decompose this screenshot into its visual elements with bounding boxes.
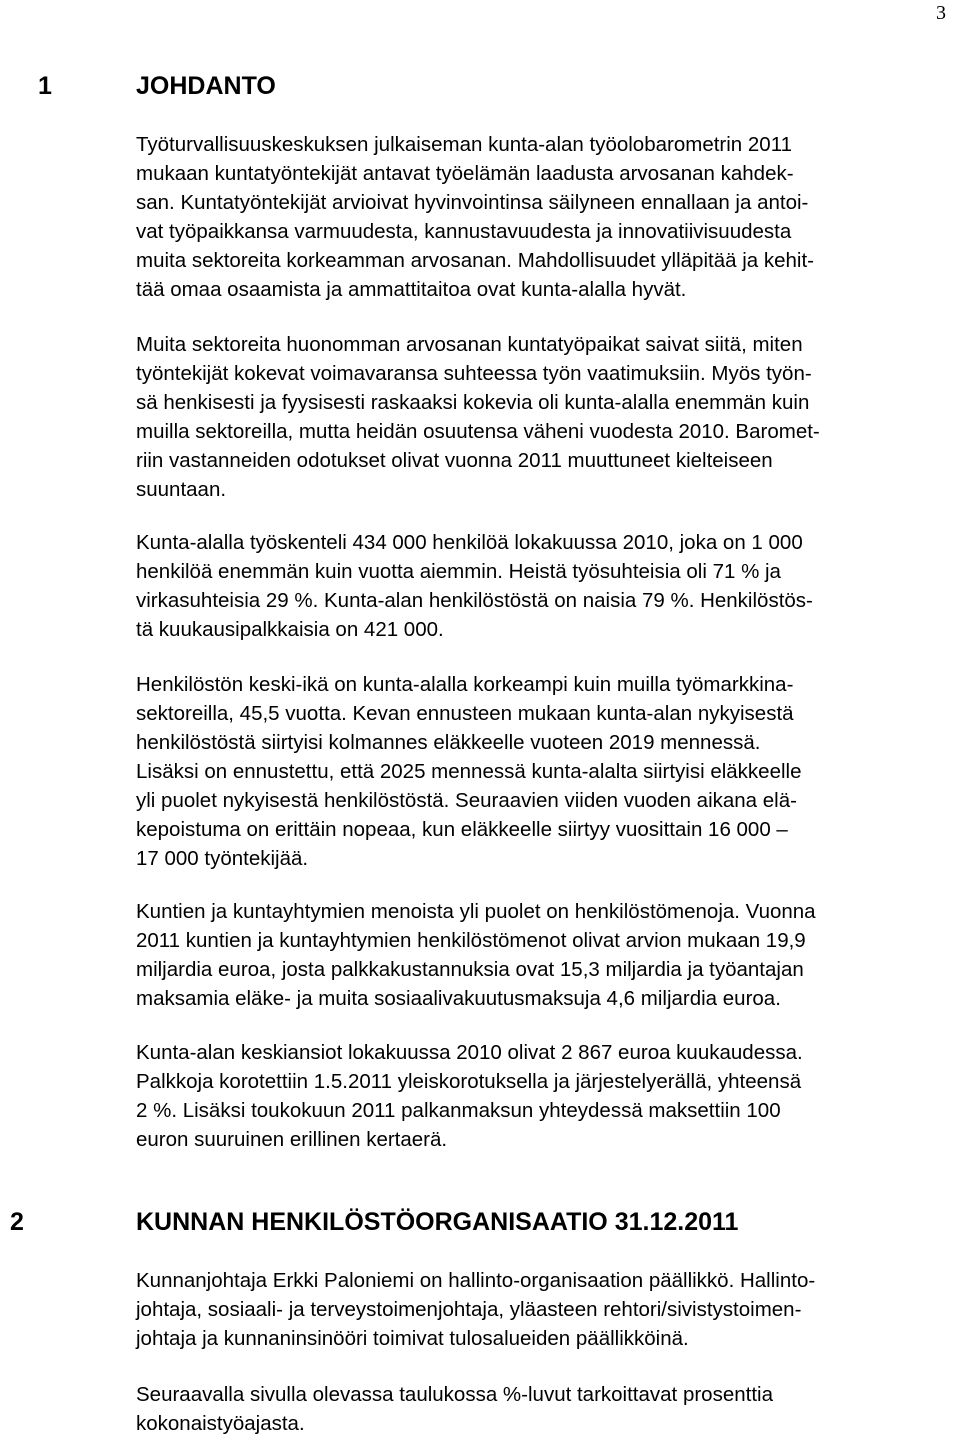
text-line: miljardia euroa, josta palkkakustannuksia ovat 15,3 miljardia ja työantajan xyxy=(136,958,804,981)
text-line: Kunta-alalla työskenteli 434 000 henkilöä lokakuussa 2010, joka on 1 000 xyxy=(136,531,803,554)
text-line: kokonaistyöajasta. xyxy=(136,1412,305,1435)
paragraph xyxy=(136,528,936,644)
text-line: Kunta-alan keskiansiot lokakuussa 2010 olivat 2 867 euroa kuukaudessa. xyxy=(136,1041,803,1064)
text-line: yli puolet nykyisestä henkilöstöstä. Seuraavien viiden vuoden aikana elä- xyxy=(136,789,797,812)
text-line: mukaan kuntatyöntekijät antavat työelämän laadusta arvosanan kahdek- xyxy=(136,162,794,185)
paragraph xyxy=(136,330,936,504)
paragraph xyxy=(136,1038,936,1154)
paragraph xyxy=(136,897,936,1013)
text-line: henkilöä enemmän kuin vuotta aiemmin. Heistä työsuhteisia oli 71 % ja xyxy=(136,560,781,583)
text-line: euron suuruinen erillinen kertaerä. xyxy=(136,1128,448,1151)
text-line: Kuntien ja kuntayhtymien menoista yli puolet on henkilöstömenoja. Vuonna xyxy=(136,900,816,923)
text-line: Henkilöstön keski-ikä on kunta-alalla korkeampi kuin muilla työmarkkina- xyxy=(136,673,794,696)
text-line: virkasuhteisia 29 %. Kunta-alan henkilöstöstä on naisia 79 %. Henkilöstös- xyxy=(136,589,813,612)
section-number: 1 xyxy=(38,72,52,100)
paragraph xyxy=(136,670,936,873)
paragraph xyxy=(136,130,936,304)
text-line: 2011 kuntien ja kuntayhtymien henkilöstömenot olivat arvion mukaan 19,9 xyxy=(136,929,806,952)
text-line: suuntaan. xyxy=(136,478,227,501)
section-title: JOHDANTO xyxy=(136,72,276,100)
text-line: Seuraavalla sivulla olevassa taulukossa %-luvut tarkoittavat prosenttia xyxy=(136,1383,773,1406)
text-line: san. Kuntatyöntekijät arvioivat hyvinvointinsa säilyneen ennallaan ja antoi- xyxy=(136,191,809,214)
text-line: Palkkoja korotettiin 1.5.2011 yleiskorotuksella ja järjestelyerällä, yhteensä xyxy=(136,1070,802,1093)
text-line: muita sektoreita korkeamman arvosanan. Mahdollisuudet ylläpitää ja kehit- xyxy=(136,249,814,272)
text-line: riin vastanneiden odotukset olivat vuonna 2011 muuttuneet kielteiseen xyxy=(136,449,773,472)
text-line: Työturvallisuuskeskuksen julkaiseman kunta-alan työolobarometrin 2011 xyxy=(136,133,792,156)
text-line: Kunnanjohtaja Erkki Paloniemi on hallinto-organisaation päällikkö. Hallinto- xyxy=(136,1269,816,1292)
text-line: vat työpaikkansa varmuudesta, kannustavuudesta ja innovatiivisuudesta xyxy=(136,220,792,243)
text-line: työntekijät kokevat voimavaransa suhteessa työn vaatimuksiin. Myös työn- xyxy=(136,362,812,385)
paragraph xyxy=(136,1266,936,1353)
text-line: henkilöstöstä siirtyisi kolmannes eläkkeelle vuoteen 2019 mennessä. xyxy=(136,731,761,754)
text-line: sektoreilla, 45,5 vuotta. Kevan ennusteen mukaan kunta-alan nykyisestä xyxy=(136,702,794,725)
text-line: tä kuukausipalkkaisia on 421 000. xyxy=(136,618,444,641)
text-line: sä henkisesti ja fyysisesti raskaaksi kokevia oli kunta-alalla enemmän kuin xyxy=(136,391,810,414)
section-title: KUNNAN HENKILÖSTÖORGANISAATIO 31.12.2011 xyxy=(136,1208,739,1236)
page-number: 3 xyxy=(936,2,946,24)
text-line: maksamia eläke- ja muita sosiaalivakuutusmaksuja 4,6 miljardia euroa. xyxy=(136,987,781,1010)
text-line: muilla sektoreilla, mutta heidän osuutensa väheni vuodesta 2010. Baromet- xyxy=(136,420,820,443)
text-line: Lisäksi on ennustettu, että 2025 mennessä kunta-alalta siirtyisi eläkkeelle xyxy=(136,760,802,783)
text-line: johtaja, sosiaali- ja terveystoimenjohtaja, yläasteen rehtori/sivistystoimen- xyxy=(136,1298,802,1321)
text-line: kepoistuma on erittäin nopeaa, kun eläkkeelle siirtyy vuosittain 16 000 – xyxy=(136,818,788,841)
text-line: johtaja ja kunnaninsinööri toimivat tulosalueiden päällikköinä. xyxy=(136,1327,689,1350)
text-line: Muita sektoreita huonomman arvosanan kuntatyöpaikat saivat siitä, miten xyxy=(136,333,803,356)
section-number: 2 xyxy=(10,1208,24,1236)
text-line: 17 000 työntekijää. xyxy=(136,847,309,870)
text-line: 2 %. Lisäksi toukokuun 2011 palkanmaksun yhteydessä maksettiin 100 xyxy=(136,1099,781,1122)
paragraph xyxy=(136,1380,936,1438)
text-line: tää omaa osaamista ja ammattitaitoa ovat kunta-alalla hyvät. xyxy=(136,278,687,301)
